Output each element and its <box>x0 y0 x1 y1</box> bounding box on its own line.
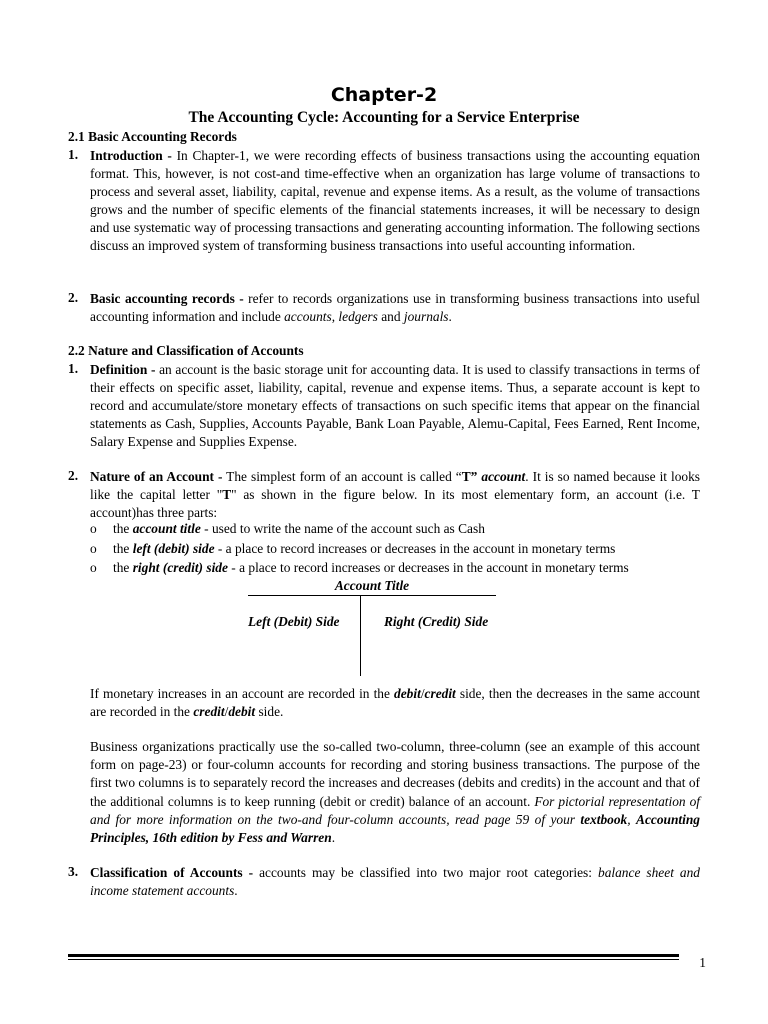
term: debit <box>228 704 256 720</box>
item-text: refer to records organizations use in transforming business transactions into useful accounting information and include <box>90 291 700 324</box>
term-textbook: textbook <box>580 811 628 827</box>
t-account-title: Account Title <box>334 578 410 593</box>
term: credit <box>193 704 225 720</box>
list-item-definition <box>68 361 700 451</box>
para-text: side. <box>255 704 284 720</box>
item-number: 2. <box>68 290 79 305</box>
paragraph-debit-credit <box>90 685 700 721</box>
bullet-text: the <box>113 521 133 536</box>
separator: and <box>377 308 404 324</box>
section-heading-2-2: 2.2 Nature and Classification of Accounts <box>68 343 304 358</box>
item-body <box>90 147 700 254</box>
separator: . <box>234 882 238 898</box>
para-text: Business organizations practically use the so-called two-column, three-column (see an example of this account form on page-23) or four-column accounts for recording and storing business transactions. The purpose of the first two columns is to separately record the increases and decreases (debits and credits) in the account and that of the additional columns is to keep running (debit or credit) balance of an account. <box>90 739 700 809</box>
item-number: 1. <box>68 361 79 376</box>
term-ledgers: ledgers <box>338 308 378 324</box>
bullet-text: - a place to record increases or decreases in the account in monetary terms <box>214 541 616 556</box>
item-text: " as shown in the figure below. In its most elementary form, an account (i.e. T account)has three parts: <box>90 486 700 520</box>
separator: , <box>627 811 637 827</box>
term-accounts: accounts <box>284 308 332 324</box>
chapter-title: Chapter-2 <box>330 84 438 106</box>
bullet-term: account title <box>132 521 201 536</box>
list-item-nature <box>68 468 700 522</box>
item-lead: Nature of an Account - <box>90 469 223 484</box>
bullet-left-side <box>90 541 710 557</box>
separator: . <box>448 308 452 324</box>
para-text: side, then the decreases in the same account are recorded in the <box>90 686 700 720</box>
item-text: accounts may be classified into two major root categories: <box>253 865 598 880</box>
bold-t: T” <box>461 469 478 484</box>
item-text: The simplest form of an account is called “ <box>222 469 462 484</box>
item-text: . It is so named because it looks like the capital letter " <box>90 469 700 502</box>
term-journals: journals <box>403 308 449 324</box>
item-number: 1. <box>68 147 79 162</box>
footer-rule-thin <box>68 959 679 960</box>
bold-t: T <box>222 486 232 502</box>
bullet-icon: o <box>90 560 97 575</box>
term-book-title: Accounting Principles, 16th edition by Fess and Warren <box>90 811 701 846</box>
term-account: account <box>481 469 526 484</box>
bullet-text: the <box>113 541 133 556</box>
chapter-subtitle: The Accounting Cycle: Accounting for a Service Enterprise <box>188 109 580 126</box>
t-account-right-label: Right (Credit) Side <box>384 614 489 629</box>
item-body <box>90 361 700 451</box>
item-text: In Chapter-1, we were recording effects of business transactions using the accounting equation format. This, however, is not cost-and time-effective when an organization has large volume of transactions to process and several asset, liability, capital, revenue and expense items. As a result, as the volume of transactions grows and the number of specific elements of the financial statements increases, it will be necessary to design and use systematic way of processing transactions and generating accounting information. The following sections discuss an improved system of transforming business transactions into useful accounting information. <box>90 148 701 253</box>
bullet-term: right (credit) side <box>132 560 228 575</box>
t-account-top-line <box>248 595 496 596</box>
item-lead: Classification of Accounts - <box>90 865 254 880</box>
item-body <box>90 290 700 326</box>
para-italic: For pictorial representation of and for more information on the two-and four-column accounts, read page 59 of your <box>90 793 700 827</box>
bullet-account-title <box>90 521 710 537</box>
item-number: 3. <box>68 864 79 879</box>
bullet-right-side <box>90 560 710 576</box>
term: credit <box>424 686 456 701</box>
bullet-text: the <box>113 560 133 575</box>
item-lead: Introduction - <box>90 148 172 163</box>
term: debit <box>394 686 421 701</box>
separator: , <box>331 308 339 324</box>
item-number: 2. <box>68 468 79 483</box>
t-account-center-line <box>360 595 361 676</box>
item-lead: Definition - <box>90 362 156 377</box>
item-body <box>90 864 700 900</box>
separator: / <box>420 686 425 701</box>
bullet-icon: o <box>90 521 97 536</box>
bullet-text: - a place to record increases or decreases in the account in monetary terms <box>227 560 629 575</box>
item-lead: Basic accounting records - <box>90 291 244 306</box>
bullet-icon: o <box>90 541 97 556</box>
separator: . <box>331 830 336 846</box>
bullet-text: - used to write the name of the account such as Cash <box>200 521 485 536</box>
t-account-left-label: Left (Debit) Side <box>248 614 340 629</box>
list-item-introduction <box>68 147 700 254</box>
page-number: 1 <box>699 955 706 970</box>
separator: / <box>224 704 229 720</box>
bullet-term: left (debit) side <box>132 541 215 556</box>
term-categories: balance sheet and income statement accounts <box>90 865 701 898</box>
item-body <box>90 468 700 522</box>
footer-rule-thick <box>68 954 679 957</box>
list-item-classification <box>68 864 700 900</box>
para-text: If monetary increases in an account are recorded in the <box>90 686 395 701</box>
list-item-basic-records <box>68 290 700 326</box>
section-heading-2-1: 2.1 Basic Accounting Records <box>68 129 237 144</box>
item-text: an account is the basic storage unit for accounting data. It is used to classify transactions in terms of their effects on specific asset, liability, capital, revenue and expense items. Thus, a separate account is kept to record and accumulate/store monetary effects of transactions on such specific items that appear on the financial statements as Cash, Supplies, Accounts Payable, Bank Loan Payable, Alemu-Capital, Fees Earned, Rent Income, Salary Expense and Supplies Expense. <box>90 362 701 449</box>
paragraph-column-forms <box>90 738 700 847</box>
